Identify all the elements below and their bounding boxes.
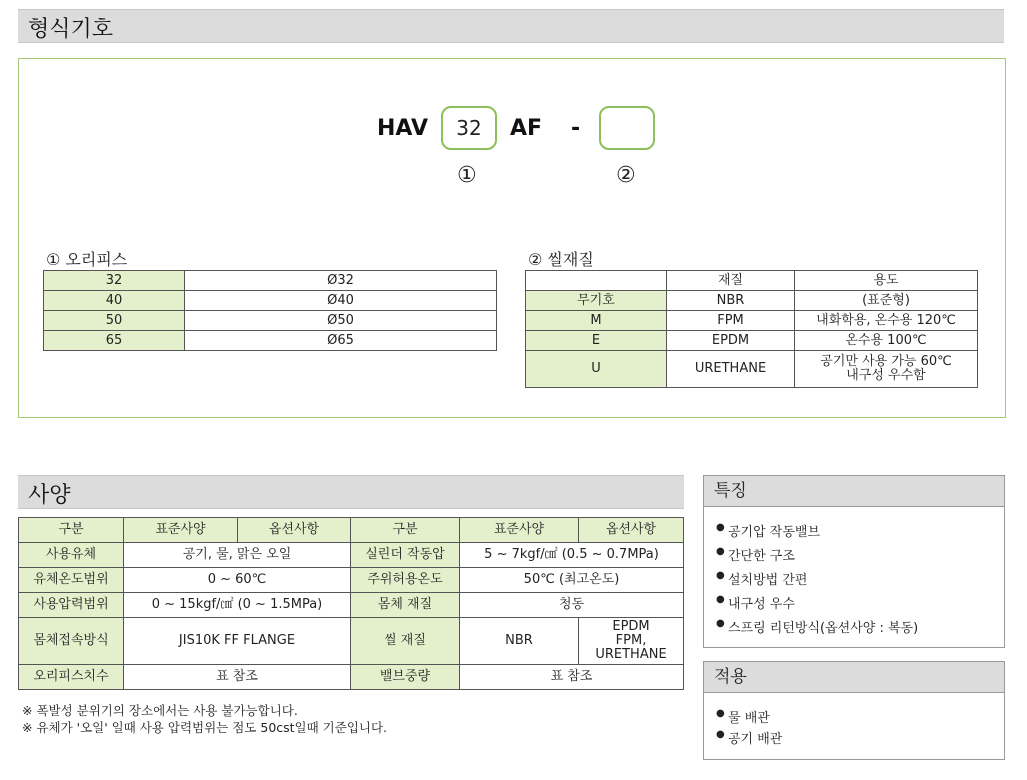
seal-title: ② 씰재질 (528, 250, 594, 269)
table-row (44, 311, 497, 331)
marker-1: ① (457, 163, 477, 188)
spec-value: NBR (460, 618, 579, 665)
spec-header-category-2: 구분 (351, 518, 460, 543)
seal-use: 공기만 사용 가능 60℃ 내구성 우수함 (795, 351, 978, 388)
table-row (44, 271, 497, 291)
table-row (44, 331, 497, 351)
spec-key: 밸브중량 (351, 665, 460, 690)
model-middle: AF (510, 116, 543, 141)
spec-header-option-2: 옵션사항 (579, 518, 684, 543)
seal-table (525, 270, 978, 388)
orifice-size: Ø40 (185, 291, 497, 311)
table-row (19, 665, 684, 690)
seal-use: 내화학용, 온수용 120℃ (795, 311, 978, 331)
spec-note-2: ※ 유체가 '오일' 일때 사용 압력범위는 점도 50cst일때 기준입니다. (22, 720, 388, 735)
seal-code: M (526, 311, 667, 331)
table-header-row (526, 271, 978, 291)
marker-2: ② (616, 163, 636, 188)
features-list (704, 521, 1004, 641)
orifice-table (43, 270, 497, 351)
spec-value: 50℃ (최고온도) (460, 568, 684, 593)
orifice-size: Ø32 (185, 271, 497, 291)
spec-key: 실린더 작동압 (351, 543, 460, 568)
orifice-code: 65 (44, 331, 185, 351)
seal-code: U (526, 351, 667, 388)
type-code-header (18, 9, 1004, 43)
seal-material: URETHANE (667, 351, 795, 388)
features-title: 특징 (704, 476, 1004, 507)
model-dash: - (571, 116, 581, 141)
orifice-size: Ø65 (185, 331, 497, 351)
list-item: ● 설치방법 간편 (716, 569, 1004, 593)
spec-header-category: 구분 (19, 518, 124, 543)
spec-value-option: EPDM FPM, URETHANE (579, 618, 684, 665)
application-title: 적용 (704, 662, 1004, 693)
spec-key: 몸체접속방식 (19, 618, 124, 665)
seal-slot (599, 106, 655, 150)
list-item: ● 공기 배관 (716, 728, 1004, 749)
list-item: ● 물 배관 (716, 707, 1004, 728)
table-row (19, 543, 684, 568)
seal-code: 무기호 (526, 291, 667, 311)
spec-value: 공기, 물, 맑은 오일 (124, 543, 351, 568)
table-row (19, 593, 684, 618)
seal-header-use: 용도 (795, 271, 978, 291)
spec-value: 청동 (460, 593, 684, 618)
orifice-code: 50 (44, 311, 185, 331)
seal-header-blank (526, 271, 667, 291)
table-header-row (19, 518, 684, 543)
table-row (44, 291, 497, 311)
orifice-slot (441, 106, 497, 150)
spec-key: 주위허용온도 (351, 568, 460, 593)
type-code-title: 형식기호 (28, 17, 114, 42)
table-row (526, 291, 978, 311)
table-row (19, 568, 684, 593)
spec-value: 0 ~ 60℃ (124, 568, 351, 593)
spec-title: 사양 (28, 483, 71, 508)
spec-header (18, 475, 684, 509)
application-panel (703, 661, 1005, 760)
application-list (704, 707, 1004, 749)
spec-key: 씰 재질 (351, 618, 460, 665)
orifice-code: 40 (44, 291, 185, 311)
seal-material: EPDM (667, 331, 795, 351)
spec-value: JIS10K FF FLANGE (124, 618, 351, 665)
spec-table (18, 517, 684, 690)
seal-code: E (526, 331, 667, 351)
orifice-title: ① 오리피스 (46, 250, 128, 269)
list-item: ● 스프링 리턴방식(옵션사양 : 복동) (716, 617, 1004, 641)
model-prefix: HAV (377, 116, 428, 141)
list-item: ● 간단한 구조 (716, 545, 1004, 569)
spec-key: 유체온도범위 (19, 568, 124, 593)
orifice-slot-value: 32 (456, 116, 482, 140)
list-item: ● 내구성 우수 (716, 593, 1004, 617)
spec-note-1: ※ 폭발성 분위기의 장소에서는 사용 불가능합니다. (22, 703, 298, 718)
spec-value: 표 참조 (124, 665, 351, 690)
seal-header-material: 재질 (667, 271, 795, 291)
table-row (19, 618, 684, 665)
spec-key: 오리피스치수 (19, 665, 124, 690)
list-item: ● 공기압 작동밸브 (716, 521, 1004, 545)
features-panel (703, 475, 1005, 648)
seal-material: FPM (667, 311, 795, 331)
orifice-code: 32 (44, 271, 185, 291)
spec-key: 몸체 재질 (351, 593, 460, 618)
spec-header-option: 옵션사항 (238, 518, 351, 543)
spec-key: 사용유체 (19, 543, 124, 568)
spec-value: 표 참조 (460, 665, 684, 690)
spec-header-standard: 표준사양 (124, 518, 238, 543)
seal-material: NBR (667, 291, 795, 311)
table-row (526, 331, 978, 351)
spec-key: 사용압력범위 (19, 593, 124, 618)
seal-use: 온수용 100℃ (795, 331, 978, 351)
table-row (526, 351, 978, 388)
orifice-size: Ø50 (185, 311, 497, 331)
table-row (526, 311, 978, 331)
seal-use: (표준형) (795, 291, 978, 311)
spec-value: 5 ~ 7kgf/㎠ (0.5 ~ 0.7MPa) (460, 543, 684, 568)
spec-value: 0 ~ 15kgf/㎠ (0 ~ 1.5MPa) (124, 593, 351, 618)
spec-header-standard-2: 표준사양 (460, 518, 579, 543)
